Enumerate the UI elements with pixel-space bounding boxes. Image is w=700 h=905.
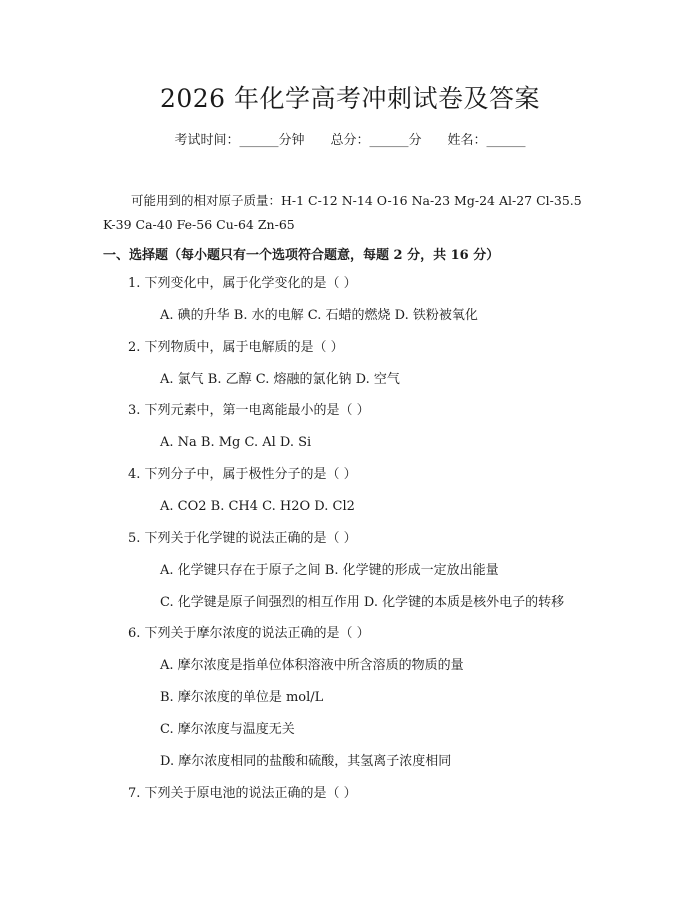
question-6: 6. 下列关于摩尔浓度的说法正确的是（ ） <box>128 626 370 641</box>
exam-time-field: 考试时间：______分钟 <box>174 133 305 148</box>
question-6-option-a: A. 摩尔浓度是指单位体积溶液中所含溶质的物质的量 <box>160 658 464 673</box>
question-2-options: A. 氯气 B. 乙醇 C. 熔融的氯化钠 D. 空气 <box>160 372 400 387</box>
question-6-option-c: C. 摩尔浓度与温度无关 <box>160 722 295 737</box>
section-heading-choice: 一、选择题（每小题只有一个选项符合题意，每题 2 分，共 16 分） <box>103 248 500 263</box>
question-6-option-b: B. 摩尔浓度的单位是 mol/L <box>160 690 324 705</box>
question-5-options-ab: A. 化学键只存在于原子之间 B. 化学键的形成一定放出能量 <box>160 563 499 578</box>
question-6-option-d: D. 摩尔浓度相同的盐酸和硫酸，其氢离子浓度相同 <box>160 754 452 769</box>
exam-meta <box>0 131 700 151</box>
name-field: 姓名：______ <box>447 133 526 148</box>
total-score-field: 总分：______分 <box>330 133 422 148</box>
question-1-options: A. 碘的升华 B. 水的电解 C. 石蜡的燃烧 D. 铁粉被氧化 <box>160 308 478 323</box>
question-4: 4. 下列分子中，属于极性分子的是（ ） <box>128 467 357 482</box>
question-7: 7. 下列关于原电池的说法正确的是（ ） <box>128 786 357 801</box>
question-3-options: A. Na B. Mg C. Al D. Si <box>160 435 312 450</box>
question-5-options-cd: C. 化学键是原子间强烈的相互作用 D. 化学键的本质是核外电子的转移 <box>160 595 565 610</box>
atomic-mass-line-2: K-39 Ca-40 Fe-56 Cu-64 Zn-65 <box>103 217 295 232</box>
question-4-options: A. CO2 B. CH4 C. H2O D. Cl2 <box>160 499 355 514</box>
question-1: 1. 下列变化中，属于化学变化的是（ ） <box>128 276 357 291</box>
question-5: 5. 下列关于化学键的说法正确的是（ ） <box>128 531 357 546</box>
question-3: 3. 下列元素中，第一电离能最小的是（ ） <box>128 403 370 418</box>
page-title: 2026 年化学高考冲刺试卷及答案 <box>159 84 541 113</box>
question-2: 2. 下列物质中，属于电解质的是（ ） <box>128 340 344 355</box>
atomic-mass-line-1: 可能用到的相对原子质量：H-1 C-12 N-14 O-16 Na-23 Mg-24 Al-27 Cl-35.5 <box>131 193 582 208</box>
atomic-mass-note <box>103 189 598 237</box>
